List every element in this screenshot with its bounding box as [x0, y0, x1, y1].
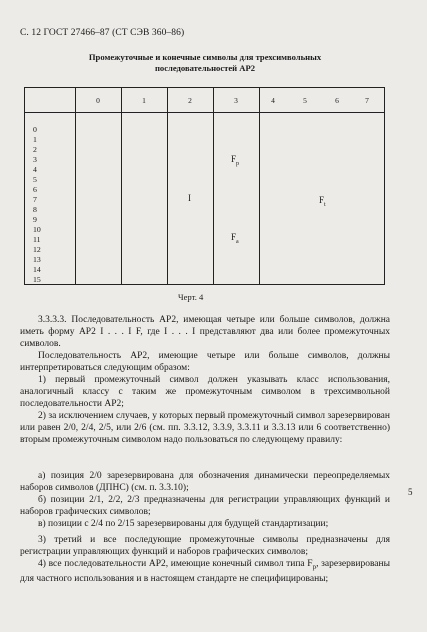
column-header: 6 [335, 96, 339, 105]
header-divider [25, 112, 384, 113]
margin-mark: 5 [408, 487, 413, 497]
column-header: 3 [234, 96, 238, 105]
column-divider [121, 88, 122, 284]
row-number: 10 [33, 225, 41, 234]
row-number: 2 [33, 145, 37, 154]
column-divider [75, 88, 76, 284]
cell-fp: $F_p$ [231, 154, 240, 167]
cell-intermediate: I [188, 193, 191, 203]
paragraph: 4) все последовательности АР2, имеющие конечный символ типа $F_p$, зарезервированы для частного использования и в настоящем стандарте не специфицированы; [20, 559, 390, 584]
row-number: 13 [33, 255, 41, 264]
cell-fa: $F_a$ [231, 232, 239, 245]
row-number: 5 [33, 175, 37, 184]
table-title-line-2: последовательностей АР2 [154, 63, 256, 73]
paragraph: в) позиции с 2/4 по 2/15 зарезервированы для будущей стандартизации; [38, 519, 329, 529]
row-number: 0 [33, 125, 37, 134]
row-number: 7 [33, 195, 37, 204]
column-header: 5 [303, 96, 307, 105]
paragraph: 3.3.3.3. Последовательность АР2, имеющая четыре или больше символов, должна иметь форму АР2 I . . . I F, где I . . . I представляют два или более промежуточных символов. [20, 315, 390, 349]
row-number: 4 [33, 165, 37, 174]
column-divider [167, 88, 168, 284]
column-header: 7 [365, 96, 369, 105]
paragraph: б) позиции 2/1, 2/2, 2/3 предназначены для регистрации управляющих функций и наборов графических символов; [20, 495, 390, 517]
row-number: 1 [33, 135, 37, 144]
row-number: 9 [33, 215, 37, 224]
column-divider [259, 88, 260, 284]
cell-ft: $F_t$ [319, 195, 326, 208]
row-number: 11 [33, 235, 41, 244]
paragraph: 3) третий и все последующие промежуточные символы предназначены для регистрации управляющих функций и наборов графических символов; [20, 535, 390, 557]
column-header: 0 [96, 96, 100, 105]
row-number: 12 [33, 245, 41, 254]
page-header: С. 12 ГОСТ 27466–87 (СТ СЭВ 360–86) [20, 28, 185, 38]
figure-caption: Черт. 4 [178, 292, 204, 302]
row-number: 8 [33, 205, 37, 214]
column-header: 4 [271, 96, 275, 105]
row-number: 14 [33, 265, 41, 274]
row-number: 3 [33, 155, 37, 164]
paragraph: 2) за исключением случаев, у которых первый промежуточный символ зарезервирован или равен 2/0, 2/4, 2/5, или 2/6 (см. пп. 3.3.12, 3.3.9, 3.3.11 и 3.3.13 или 6 соответственно) вторым промежуточным символом надо пользоваться по следующему правилу: [20, 411, 390, 445]
row-number: 6 [33, 185, 37, 194]
table-title-line-1: Промежуточные и конечные символы для трехсимвольных [88, 52, 322, 62]
row-number: 15 [33, 275, 41, 284]
column-header: 2 [188, 96, 192, 105]
paragraph: 1) первый промежуточный символ должен указывать класс использования, аналогичный классу с таким же промежуточным символом в трехсимвольной последовательности АР2; [20, 375, 390, 409]
paragraph: Последовательность АР2, имеющие четыре или больше символов, должны интерпретироваться следующим образом: [20, 351, 390, 373]
column-header: 1 [142, 96, 146, 105]
code-table [24, 87, 385, 285]
column-divider [213, 88, 214, 284]
paragraph: а) позиция 2/0 зарезервирована для обозначения динамически переопределяемых наборов символов (ДПНС) (см. п. 3.3.10); [20, 471, 390, 493]
